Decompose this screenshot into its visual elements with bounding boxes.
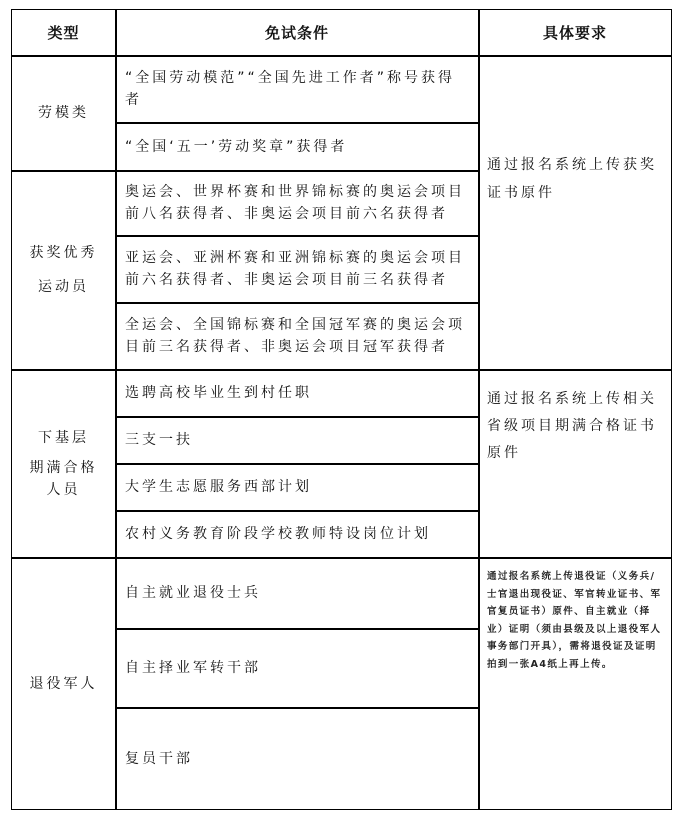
condition-cell bbox=[116, 417, 478, 463]
requirement-cell-veterans bbox=[479, 558, 671, 809]
type-label: 运动员 bbox=[38, 279, 89, 295]
header-conditions: 免试条件 bbox=[264, 23, 329, 42]
condition-cell bbox=[116, 511, 478, 557]
condition-text: 全运会、全国锦标赛和全国冠军赛的奥运会项目前三名获得者、非奥运会项目冠军获得者 bbox=[125, 317, 465, 355]
condition-text: 复员干部 bbox=[125, 750, 193, 767]
type-cell-grassroots bbox=[12, 370, 115, 557]
condition-cell bbox=[116, 558, 478, 628]
header-requirements: 具体要求 bbox=[542, 23, 607, 42]
header-type: 类型 bbox=[47, 23, 80, 42]
condition-text: 自主就业退役士兵 bbox=[125, 585, 261, 601]
type-label: 获奖优秀 bbox=[29, 245, 98, 261]
type-label: 退役军人 bbox=[29, 675, 98, 692]
condition-text: 三支一扶 bbox=[125, 432, 193, 448]
requirement-text: 通过报名系统上传退役证（义务兵/士官退出现役证、军官转业证书、军官复员证书）原件、自主就业（择业）证明（须由县级及以上退役军人事务部门开具），需将退役证及证明拍到一张A4纸上再上传。 bbox=[487, 571, 662, 670]
type-label: 劳模类 bbox=[38, 105, 89, 121]
condition-cell bbox=[116, 464, 478, 510]
condition-cell bbox=[116, 708, 478, 809]
condition-text: 自主择业军转干部 bbox=[125, 660, 261, 676]
condition-cell bbox=[116, 171, 478, 235]
type-label: 下基层 bbox=[38, 429, 89, 446]
type-label: 期满合格人员 bbox=[29, 459, 98, 498]
condition-text: 亚运会、亚洲杯赛和亚洲锦标赛的奥运会项目前六名获得者、非奥运会项目前三名获得者 bbox=[125, 250, 465, 288]
requirement-text: 通过报名系统上传获奖证书原件 bbox=[487, 157, 657, 201]
condition-text: 选聘高校毕业生到村任职 bbox=[125, 385, 312, 401]
requirement-text: 通过报名系统上传相关省级项目期满合格证书原件 bbox=[487, 391, 657, 461]
condition-text: 大学生志愿服务西部计划 bbox=[125, 479, 312, 495]
condition-cell bbox=[116, 370, 478, 416]
requirement-cell-awards bbox=[479, 56, 671, 369]
requirement-cell-grassroots bbox=[479, 370, 671, 557]
condition-cell bbox=[116, 123, 478, 170]
condition-cell bbox=[116, 629, 478, 707]
condition-cell bbox=[116, 56, 478, 122]
type-cell-model-workers bbox=[12, 56, 115, 170]
exemption-table bbox=[11, 9, 672, 810]
type-cell-veterans bbox=[12, 558, 115, 809]
condition-text: 奥运会、世界杯赛和世界锦标赛的奥运会项目前八名获得者、非奥运会项目前六名获得者 bbox=[125, 184, 465, 222]
condition-text: 农村义务教育阶段学校教师特设岗位计划 bbox=[125, 526, 431, 542]
condition-cell bbox=[116, 303, 478, 369]
condition-cell bbox=[116, 236, 478, 302]
condition-text: “全国劳动模范”“全国先进工作者”称号获得者 bbox=[125, 70, 456, 108]
type-cell-athletes bbox=[12, 171, 115, 369]
condition-text: “全国‘五一’劳动奖章”获得者 bbox=[125, 138, 348, 155]
